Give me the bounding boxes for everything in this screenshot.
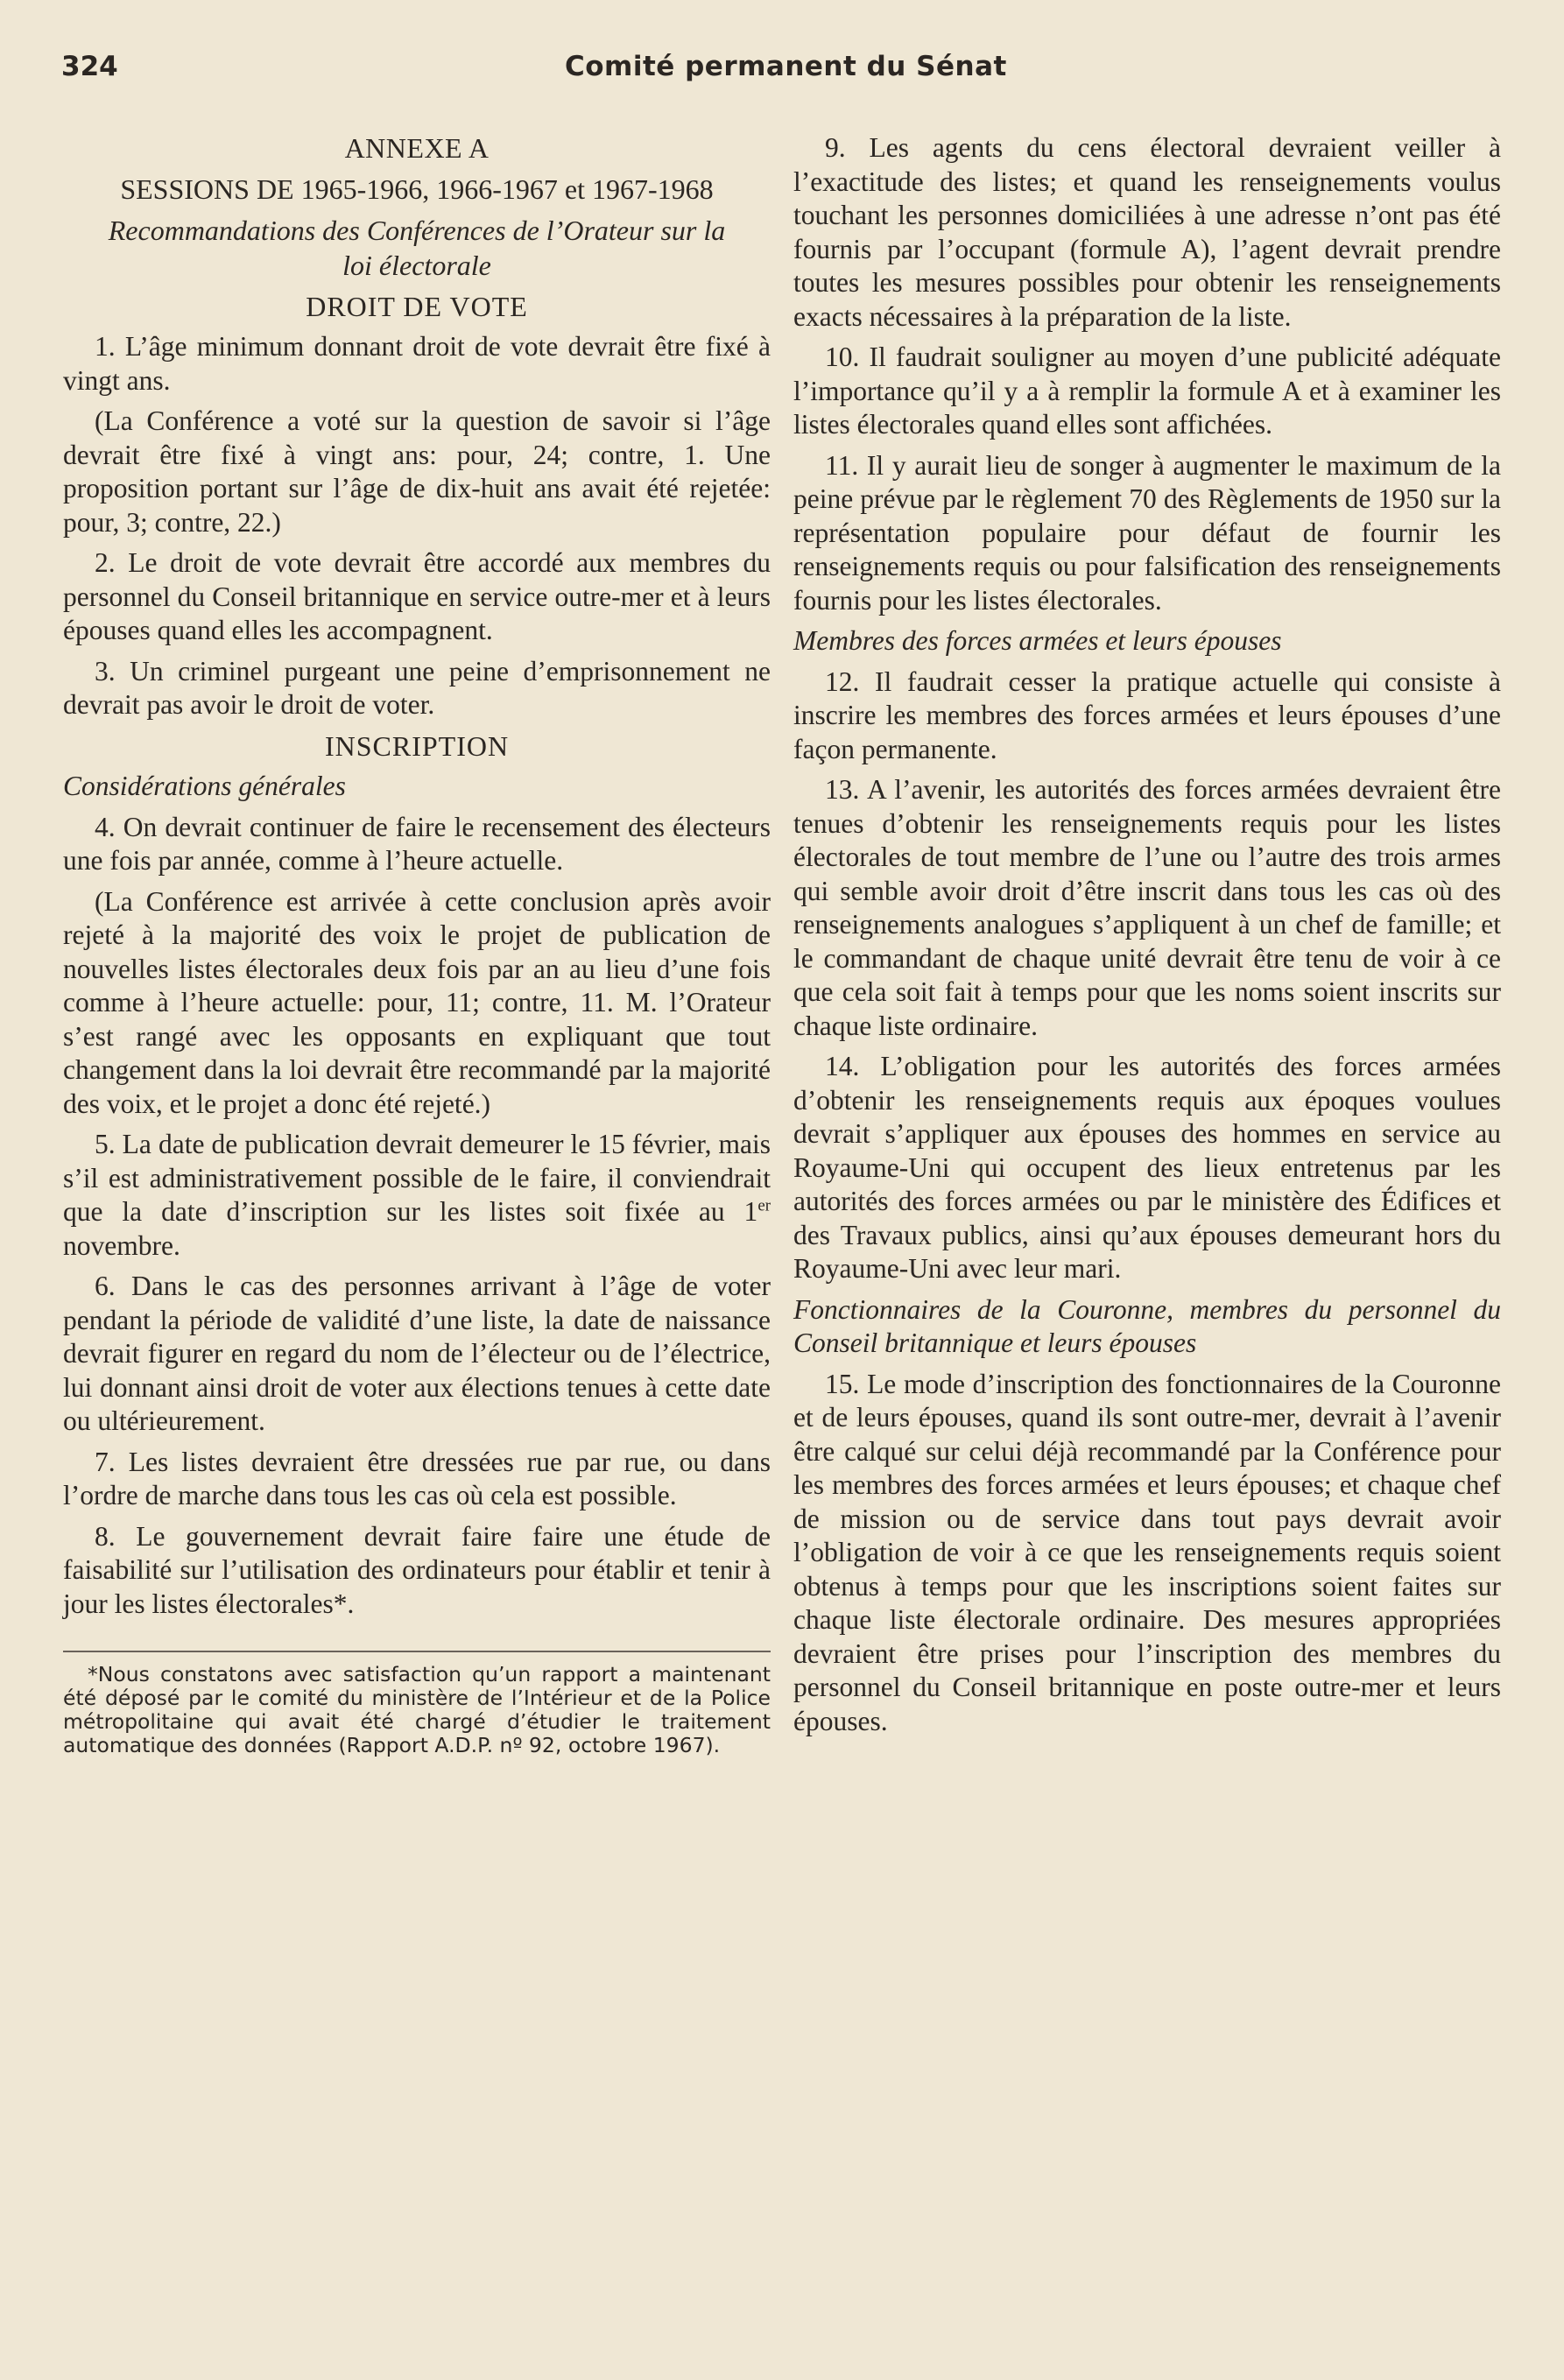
- paragraph-5: [63, 1128, 771, 1263]
- right-column: [793, 131, 1501, 1745]
- paragraph-2: 2. Le droit de vote devrait être accordé aux membres du personnel du Conseil britannique en service outre-mer et à leurs épouses quand elles les accompagnent.: [63, 547, 771, 645]
- annex-sessions: SESSIONS DE 1965-1966, 1966-1967 et 1967-1968: [120, 173, 714, 205]
- left-column: [63, 131, 771, 1757]
- subheading-forces-armees: Membres des forces armées et leurs épouses: [793, 625, 1282, 656]
- paragraph-13: 13. A l’avenir, les autorités des forces armées devraient être tenues d’obtenir les renseignements requis pour les listes électorales de tout membre de l’une ou l’autre des trois armes qui semble avoir droit d’être inscrit dans tous les cas où des renseignements analogues s’appliquent à un chef de famille; et le commandant de chaque unité devrait être tenu de voir à ce que cela soit fait à temps pour que les noms soient inscrits sur chaque liste ordinaire.: [793, 774, 1501, 1041]
- paragraph-10: 10. Il faudrait souligner au moyen d’une publicité adéquate l’importance qu’il y a à remplir la formule A et à examiner les listes électorales quand elles sont affichées.: [793, 342, 1501, 440]
- paragraph-11: 11. Il y aurait lieu de songer à augmenter le maximum de la peine prévue par le règlement 70 des Règlements de 1950 sur la représentation populaire pour défaut de fournir les renseignements requis ou pour falsification des renseignements fournis pour les listes électorales.: [793, 449, 1501, 616]
- footnote: [63, 1651, 771, 1757]
- page-number: 324: [61, 51, 118, 82]
- subheading-considerations: Considérations générales: [63, 771, 346, 801]
- paragraph-4: 4. On devrait continuer de faire le recensement des électeurs une fois par année, comme à l’heure actuelle.: [63, 811, 771, 876]
- heading-inscription: INSCRIPTION: [324, 729, 510, 762]
- paragraph-9: 9. Les agents du cens électoral devraient veiller à l’exactitude des listes; et quand les renseignements voulus touchant les personnes domiciliées à une adresse n’ont pas été fournis par l’occupant (formule A), l’agent devrait prendre toutes les mesures possibles pour obtenir les renseignements exacts nécessaires à la préparation de la liste.: [793, 132, 1501, 332]
- paragraph-7: 7. Les listes devraient être dressées rue par rue, ou dans l’ordre de marche dans tous les cas où cela est possible.: [63, 1446, 771, 1510]
- paragraph-1: 1. L’âge minimum donnant droit de vote devrait être fixé à vingt ans.: [63, 331, 771, 396]
- paragraph-3: 3. Un criminel purgeant une peine d’emprisonnement ne devrait pas avoir le droit de voter.: [63, 655, 771, 720]
- paragraph-12: 12. Il faudrait cesser la pratique actuelle qui consiste à inscrire les membres des forces armées et leurs épouses d’une façon permanente.: [793, 665, 1501, 764]
- annex-title: ANNEXE A: [344, 132, 490, 164]
- heading-droit-de-vote: DROIT DE VOTE: [306, 290, 528, 322]
- paragraph-4-note: (La Conférence est arrivée à cette conclusion après avoir rejeté à la majorité des voix le projet de publication de nouvelles listes électorales deux fois par an au lieu d’une fois comme à l’heure actuelle: pour, 11; contre, 11. M. l’Orateur s’est rangé avec les opposants en expliquant que tout changement dans la loi devrait être recommandé par la majorité des voix, et le projet a donc été rejeté.): [63, 885, 771, 1119]
- paragraph-5-end: novembre.: [63, 1229, 180, 1261]
- paragraph-14: 14. L’obligation pour les autorités des forces armées d’obtenir les renseignements requis aux époques voulues devrait s’appliquer aux épouses des hommes en service au Royaume-Uni qui occupent des lieux entretenus par les autorités des forces armées ou par le ministère des Édifices et des Travaux publics, ainsi qu’aux épouses demeurant hors du Royaume-Uni avec leur mari.: [793, 1051, 1501, 1284]
- page-header: [61, 51, 1532, 95]
- running-head: Comité permanent du Sénat: [565, 51, 1007, 82]
- subheading-fonctionnaires: Fonctionnaires de la Couronne, membres du personnel du Conseil britannique et leurs épouses: [793, 1293, 1501, 1358]
- paragraph-1-note: (La Conférence a voté sur la question de savoir si l’âge devrait être fixé à vingt ans: pour, 24; contre, 1. Une proposition portant sur l’âge de dix-huit ans avait été rejetée: pour, 3; contre, 22.): [63, 405, 771, 538]
- paragraph-8: 8. Le gouvernement devrait faire faire une étude de faisabilité sur l’utilisation des ordinateurs pour établir et tenir à jour les listes électorales*.: [63, 1520, 771, 1619]
- paragraph-6: 6. Dans le cas des personnes arrivant à l’âge de voter pendant la période de validité d’une liste, la date de naissance devrait figurer en regard du nom de l’électeur ou de l’électrice, lui donnant ainsi droit de voter aux élections tenues à cette date ou ultérieurement.: [63, 1271, 771, 1436]
- annex-recommendations: Recommandations des Conférences de l’Orateur sur la loi électorale: [108, 214, 726, 281]
- paragraph-15: 15. Le mode d’inscription des fonctionnaires de la Couronne et de leurs épouses, quand ils sont outre-mer, devrait à l’avenir être calqué sur celui déjà recommandé par la Conférence pour les membres des forces armées et leurs épouses; et chaque chef de mission ou de service dans tout pays devrait avoir l’obligation de voir à ce que les renseignements requis soient obtenus à temps pour que les inscriptions soient faites sur chaque liste électorale ordinaire. Des mesures appropriées devraient être prises pour l’inscription des membres du personnel du Conseil britannique en poste outre-mer et leurs épouses.: [793, 1368, 1501, 1736]
- paragraph-5-superscript: er: [757, 1196, 771, 1215]
- paragraph-5-text: 5. La date de publication devrait demeurer le 15 février, mais s’il est administrativement possible de le faire, il conviendrait que la date d’inscription sur les listes soit fixée au 1: [63, 1129, 771, 1227]
- footnote-text: *Nous constatons avec satisfaction qu’un rapport a maintenant été déposé par le comité du ministère de l’Intérieur et de la Police métropolitaine qui avait été chargé d’étudier le traitement automatique des données (Rapport A.D.P. nº 92, octobre 1967).: [63, 1662, 771, 1757]
